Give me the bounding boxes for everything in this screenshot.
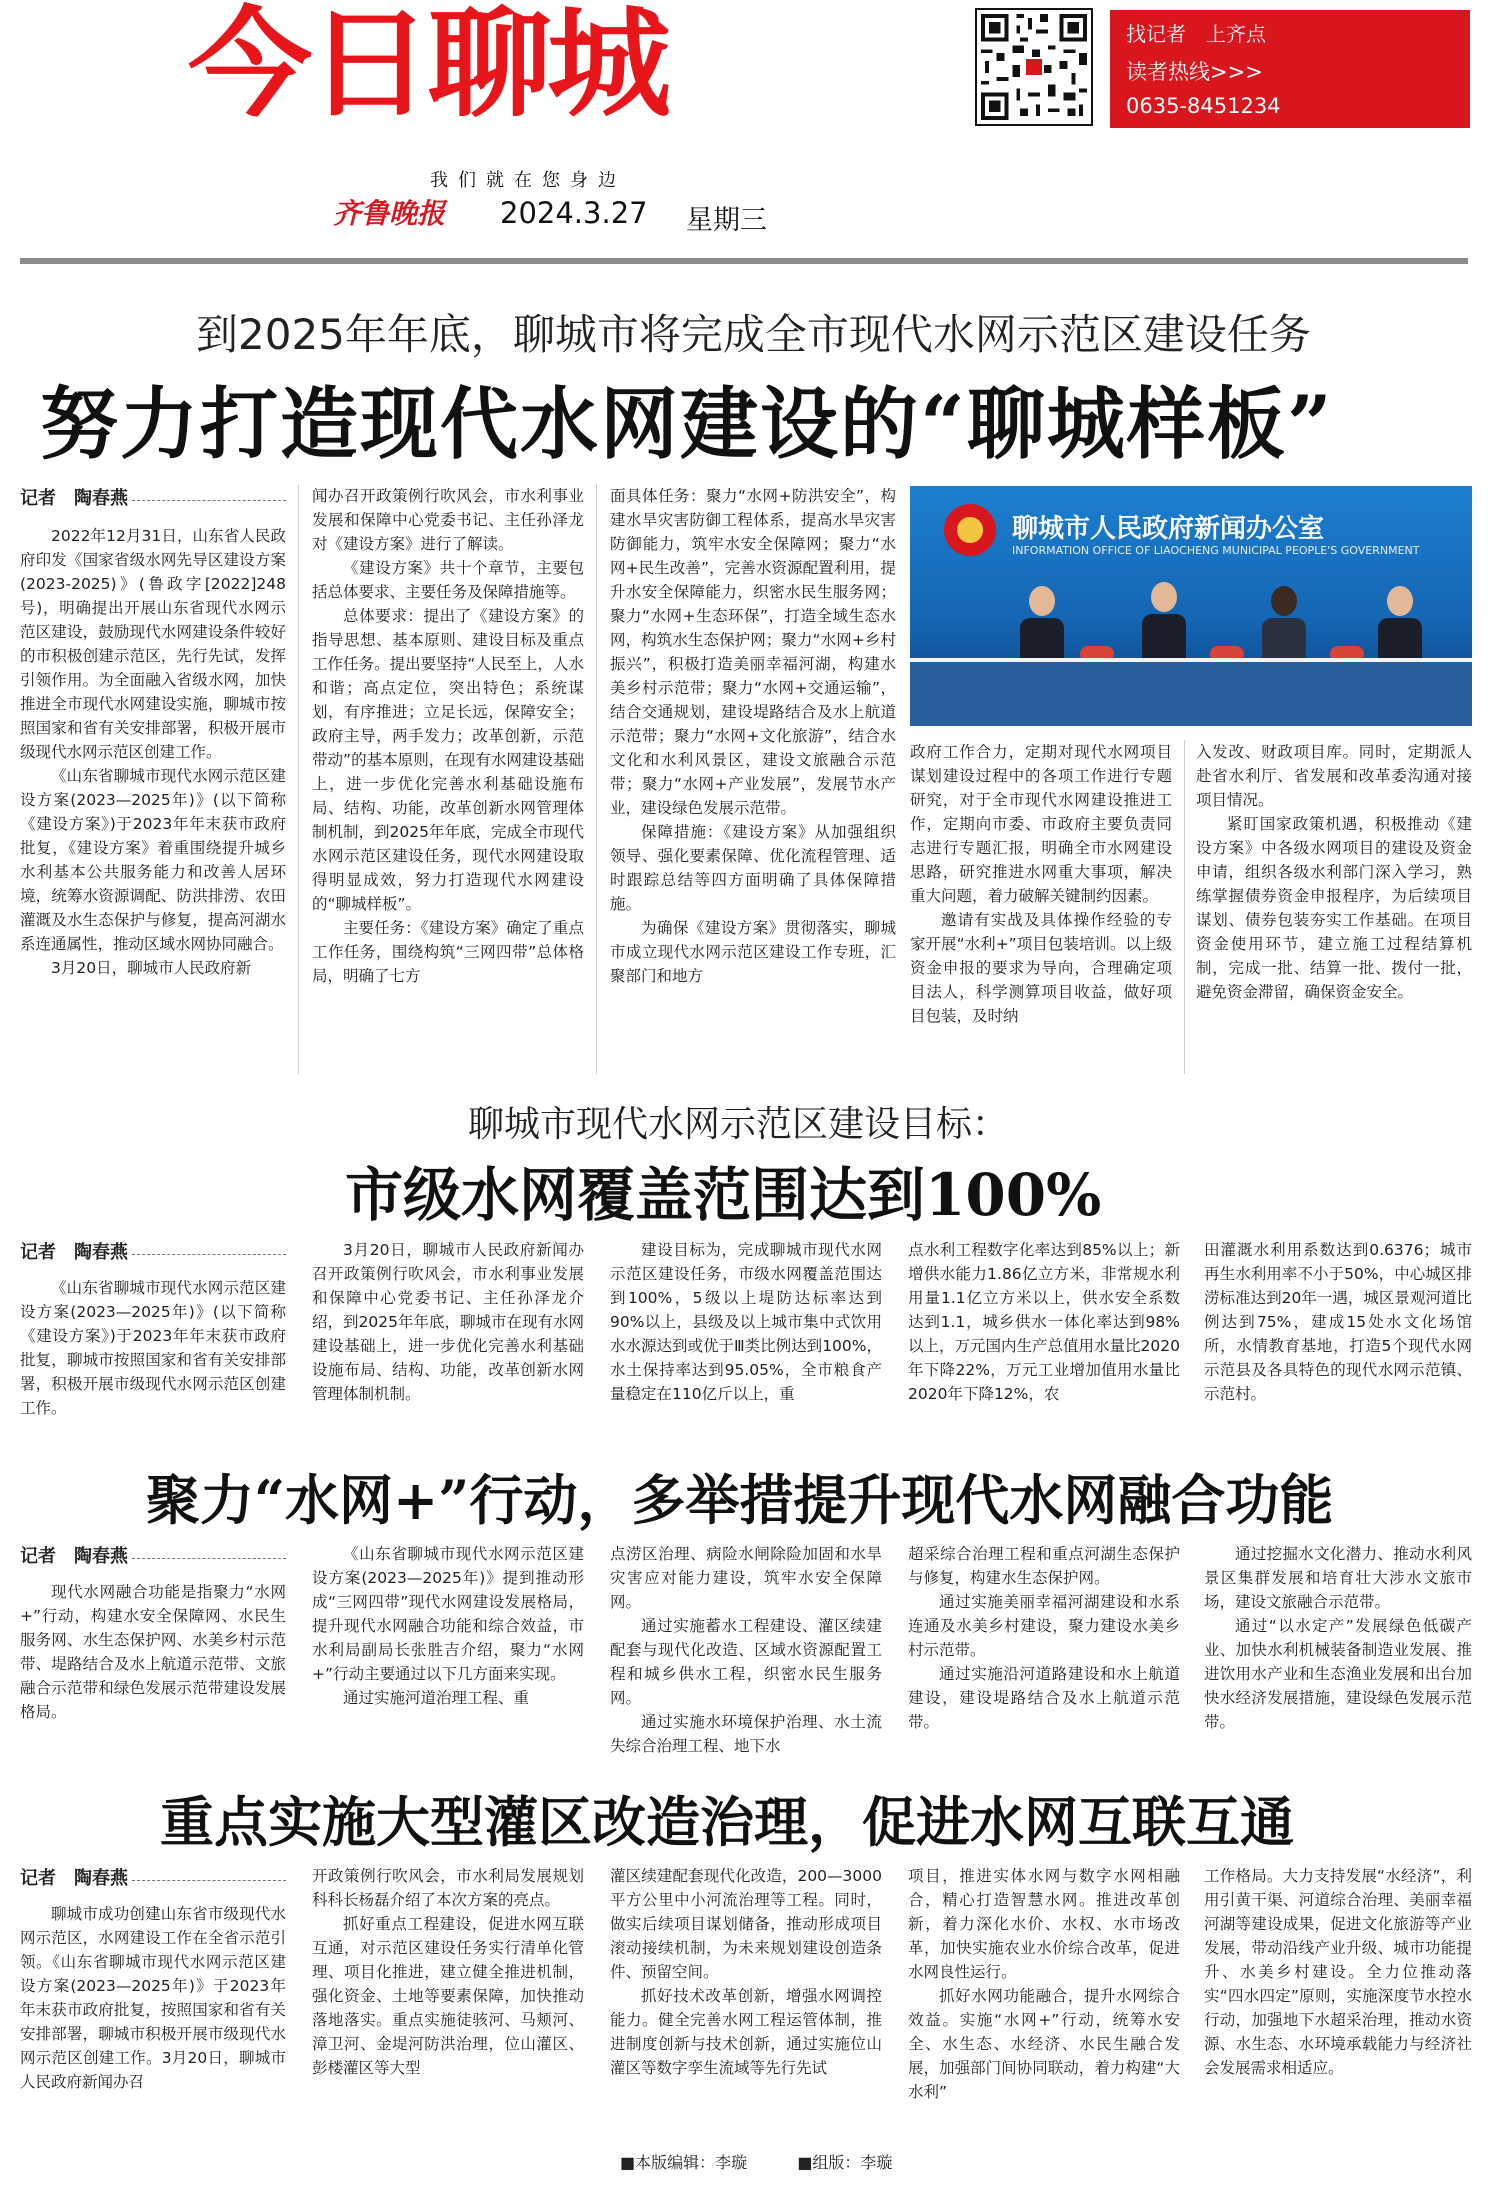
article4-column-2: 开政策例行吹风会，市水利局发展规划科科长杨磊介绍了本次方案的亮点。 抓好重点工程建设，促进水网互联互通，对示范区建设任务实行清单化管理、项目化推进，建立健全推进机制，强化资金、土地等要素保障，加快推动落地落实。重点实施徒骇河、马颊河、漳卫河、金堤河防洪治理，位山灌区、彭楼灌区等大型 [312, 1867, 584, 2077]
paper-name-logo: 齐鲁晚报 [333, 197, 446, 230]
reader-hotline-box [1110, 10, 1470, 128]
speaker-figure [1142, 582, 1186, 660]
article3-column-1: 现代水网融合功能是指聚力“水网+”行动，构建水安全保障网、水民生服务网、水生态保护网、水美乡村示范带、堤路结合及水上航道示范带、文旅融合示范带和绿色发展示范带建设发展格局。 [20, 1583, 286, 1721]
article4-column-1: 聊城市成功创建山东省市级现代水网示范区，水网建设工作在全省示范引领。《山东省聊城市现代水网示范区建设方案(2023—2025年)》于2023年年末获市政府批复，按照国家和省有关安排部署，聊城市积极开展市级现代水网示范区创建工作。3月20日，聊城市人民政府新闻办召 [20, 1905, 286, 2091]
byline-divider [132, 500, 286, 502]
article3-column-4: 超采综合治理工程和重点河湖生态保护与修复，构建水生态保护网。 通过实施美丽幸福河湖建设和水系连通及水美乡村建设，聚力建设水美乡村示范带。 通过实施沿河道路建设和水上航道建设，建设堤路结合及水上航道示范带。 [908, 1545, 1180, 1731]
speaker-figure [1378, 586, 1422, 664]
article3-column-5: 通过挖掘水文化潜力、推动水利风景区集群发展和培育壮大涉水文旅市场，建设文旅融合示范带。 通过“以水定产”发展绿色低碳产业、加快水利机械装备制造业发展、推进饮用水产业和生态渔业发展和出台加快水经济发展措施，建设绿色发展示范带。 [1204, 1545, 1472, 1731]
issue-date: 2024.3.27 [500, 196, 648, 230]
article2-headline: 市级水网覆盖范围达到100% [345, 1161, 1102, 1229]
page-footer [620, 2150, 892, 2173]
hotline-slogan: 找记者 上齐点 [1126, 22, 1266, 46]
article2-kicker: 聊城市现代水网示范区建设目标： [468, 1104, 1009, 1145]
article1-byline: 记者 陶春燕 [20, 488, 128, 509]
article4-headline: 重点实施大型灌区改造治理，促进水网互联互通 [160, 1790, 1294, 1854]
layout-credit: ■组版：李璇 [797, 2153, 893, 2172]
byline-divider [132, 1880, 286, 1882]
speaker-figure [1262, 586, 1306, 664]
article3-column-3: 点涝区治理、病险水闸除险加固和水旱灾害应对能力建设，筑牢水安全保障网。 通过实施蓄水工程建设、灌区续建配套与现代化改造、区域水资源配置工程和城乡供水工程，织密水民生服务网。 通过实施水环境保护治理、水土流失综合治理工程、地下水 [610, 1545, 882, 1755]
article4-column-5: 工作格局。大力支持发展“水经济”，利用引黄干渠、河道综合治理、美丽幸福河湖等建设成果，促进文化旅游等产业发展，带动沿线产业升级、城市功能提升、水美乡村建设。全力位推动落实“四水四定”原则，实施深度节水控水行动，加强地下水超采治理，推动水资源、水生态、水环境承载能力与经济社会发展需求相适应。 [1204, 1867, 1472, 2077]
column-divider [596, 484, 597, 1074]
article3-headline: 聚力“水网+”行动，多举措提升现代水网融合功能 [146, 1468, 1334, 1532]
article2-column-5: 田灌溉水利用系数达到0.6376；城市再生水利用率不小于50%，中心城区排涝标准达到20年一遇，城区景观河道比例达到75%，建成15处水文化场馆所，水情教育基地，打造5个现代水网示范县及各具特色的现代水网示范镇、示范村。 [1204, 1241, 1472, 1403]
article2-column-3: 建设目标为，完成聊城市现代水网示范区建设任务，市级水网覆盖范围达到100%，5级以上堤防达标率达到90%以上，县级及以上城市集中式饮用水水源达到或优于Ⅲ类比例达到100%，水土保持率达到95.05%，全市粮食产量稳定在110亿斤以上，重 [610, 1241, 882, 1403]
article2-column-4: 点水利工程数字化率达到85%以上；新增供水能力1.86亿立方米，非常规水利用量1.1亿立方米以上，供水安全系数达到1.1，城乡供水一体化率达到98%以上，万元国内生产总值用水量比2020年下降22%，万元工业增加值用水量比2020年下降12%，农 [908, 1241, 1180, 1403]
qr-code-icon [975, 8, 1093, 126]
masthead-divider [20, 258, 1468, 264]
issue-weekday: 星期三 [686, 205, 767, 236]
hotline-label: 读者热线>>> [1126, 60, 1263, 84]
article2-column-1: 《山东省聊城市现代水网示范区建设方案(2023—2025年)》(以下简称《建设方案》)于2023年年末获市政府批复，聊城市按照国家和省有关安排部署，积极开展市级现代水网示范区创建工作。 [20, 1279, 286, 1417]
article1-column-1: 2022年12月31日，山东省人民政府印发《国家省级水网先导区建设方案(2023-2025)》(鲁政字[2022]248号)，明确提出开展山东省现代水网示范区建设，鼓励现代水网建设条件较好的市积极创建示范区，先行先试，发挥引领作用。为全面融入省级水网，加快推进全市现代水网建设实施，聊城市按照国家和省有关安排部署，积极开展市级现代水网示范区创建工作。 《山东省聊城市现代水网示范区建设方案(2023—2025年)》(以下简称《建设方案》)于2023年年末获市政府批复，《建设方案》着重围绕提升城乡水利基本公共服务能力和改善人居环境，统筹水资源调配、防洪排涝、农田灌溉及水生态保护与修复，提高河湖水系连通属性，推动区域水网协同融合。 3月20日，聊城市人民政府新 [20, 527, 286, 977]
newspaper-logo-title: 今日聊城 [188, 0, 667, 133]
article1-column-5: 入发改、财政项目库。同时，定期派人赴省水利厅、省发展和改革委沟通对接项目情况。 紧盯国家政策机遇，积极推动《建设方案》中各级水网项目的建设及资金申请，组织各级水利部门深入学习，熟练掌握债券资金申报程序，为后续项目谋划、债券包装夯实工作基础。在项目资金使用环节，建立施工过程结算机制，完成一批、结算一批、拨付一批，避免资金滞留，确保资金安全。 [1196, 743, 1472, 1001]
article4-column-4: 项目，推进实体水网与数字水网相融合，精心打造智慧水网。推进改革创新，着力深化水价、水权、水市场改革，加快实施农业水价综合改革，促进水网良性运行。 抓好水网功能融合，提升水网综合效益。实施“水网+”行动，统筹水安全、水生态、水经济、水民生融合发展，加强部门间协同联动，着力构建“大水利” [908, 1867, 1180, 2101]
conference-desk [910, 662, 1472, 726]
article4-column-3: 灌区续建配套现代化改造，200—3000平方公里中小河流治理等工程。同时，做实后续项目谋划储备，推动形成项目滚动接续机制，为未来规划建设创造条件、预留空间。 抓好技术改革创新，增强水网调控能力。健全完善水网工程运管体制，推进制度创新与技术创新，通过实施位山灌区等数字孪生流域等先行先试 [610, 1867, 882, 2077]
photo-backdrop-subtitle: INFORMATION OFFICE OF LIAOCHENG MUNICIPAL PEOPLE'S GOVERNMENT [1012, 544, 1420, 557]
masthead-slogan: 我们就在您身边 [430, 170, 626, 191]
article1-column-2: 闻办召开政策例行吹风会，市水利事业发展和保障中心党委书记、主任孙泽龙对《建设方案》进行了解读。 《建设方案》共十个章节，主要包括总体要求、主要任务及保障措施等。 总体要求：提出了《建设方案》的指导思想、基本原则、建设目标及重点工作任务。提出要坚持“人民至上，人水和谐；高点定位，突出特色；系统谋划，有序推进；立足长远，保障安全；政府主导，两手发力；改革创新，示范带动”的基本原则，在现有水网建设基础上，进一步优化完善水利基础设施布局、结构、功能，改革创新水网管理体制机制，到2025年年底，完成全市现代水网示范区建设任务，现代水网建设取得明显成效，努力打造现代水网建设的“聊城样板”。 主要任务：《建设方案》确定了重点工作任务，围绕构筑“三网四带”总体格局，明确了七方 [312, 487, 584, 985]
article2-byline: 记者 陶春燕 [20, 1242, 128, 1263]
column-divider [298, 484, 299, 1074]
byline-divider [132, 1254, 286, 1256]
article1-column-3: 面具体任务：聚力“水网+防洪安全”，构建水旱灾害防御工程体系，提高水旱灾害防御能力，筑牢水安全保障网；聚力“水网+民生改善”，完善水资源配置利用，提升水安全保障能力，织密水民生服务网；聚力“水网+生态环保”，打造全域生态水网，构筑水生态保护网；聚力“水网+乡村振兴”，积极打造美丽幸福河湖，构建水美乡村示范带；聚力“水网+交通运输”，结合交通规划，建设堤路结合及水上航道示范带；聚力“水网+文化旅游”，结合水文化和水利风景区，建设文旅融合示范带；聚力“水网+产业发展”，发展节水产业，建设绿色发展示范带。 保障措施：《建设方案》从加强组织领导、强化要素保障、优化流程管理、适时跟踪总结等四方面明确了具体保障措施。 为确保《建设方案》贯彻落实，聊城市成立现代水网示范区建设工作专班，汇聚部门和地方 [610, 487, 896, 985]
article1-kicker: 到2025年年底，聊城市将完成全市现代水网示范区建设任务 [196, 310, 1311, 359]
government-emblem-icon [944, 504, 996, 556]
column-divider [1184, 740, 1185, 1074]
article1-column-4: 政府工作合力，定期对现代水网项目谋划建设过程中的各项工作进行专题研究，对于全市现代水网建设推进工作，定期向市委、市政府主要负责同志进行专题汇报，明确全市水网建设思路，研究推进水网重大事项，解决重大问题，着力破解关键制约因素。 邀请有实战及具体操作经验的专家开展“水利+”项目包装培训。以上级资金申报的要求为导向，合理确定项目法人，科学测算项目收益，做好项目包装，及时纳 [910, 743, 1172, 1025]
article1-headline: 努力打造现代水网建设的“聊城样板” [40, 379, 1334, 470]
article4-byline: 记者 陶春燕 [20, 1868, 128, 1889]
byline-divider [132, 1558, 286, 1560]
speaker-figure [1020, 586, 1064, 664]
editor-credit: ■本版编辑：李璇 [620, 2153, 748, 2172]
hotline-number: 0635-8451234 [1126, 94, 1281, 118]
photo-backdrop-title: 聊城市人民政府新闻办公室 [1012, 514, 1325, 544]
press-conference-photo [910, 486, 1472, 726]
article3-column-2: 《山东省聊城市现代水网示范区建设方案(2023—2025年)》提到推动形成“三网四带”现代水网建设发展格局，提升现代水网融合功能和综合效益，市水利局副局长张胜吉介绍，聚力“水网+”行动主要通过以下几方面来实现。 通过实施河道治理工程、重 [312, 1545, 584, 1707]
article3-byline: 记者 陶春燕 [20, 1546, 128, 1567]
article2-column-2: 3月20日，聊城市人民政府新闻办召开政策例行吹风会，市水利事业发展和保障中心党委书记、主任孙泽龙介绍，到2025年年底，聊城市在现有水网建设基础上，进一步优化完善水利基础设施布局、结构、功能，改革创新水网管理体制机制。 [312, 1241, 584, 1403]
